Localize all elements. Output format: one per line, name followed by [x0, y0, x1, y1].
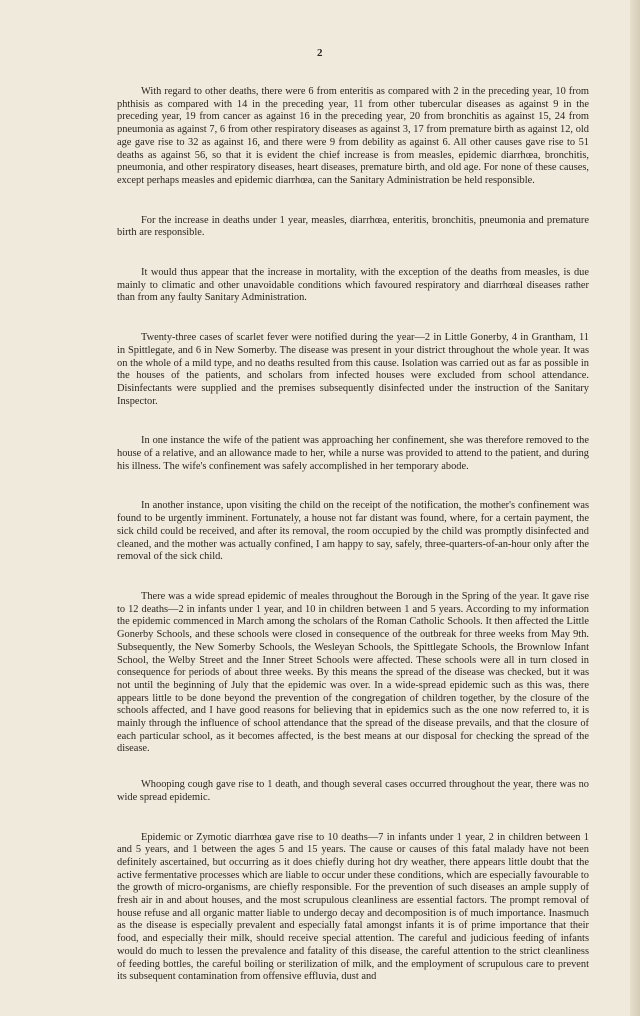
- paragraph-measles-epidemic: There was a wide spread epidemic of meales throughout the Borough in the Spring of the year. It gave rise to 12 deaths—2 in infants under 1 year, and 10 in children between 1 and 5 years. According to my information the epidemic commenced in March among the scholars of the Roman Catholic Schools. It then affected the Little Gonerby Schools, and these schools were closed in consequence of the outbreak for three weeks from May 9th. Subsequently, the New Somerby Schools, the Wesleyan Schools, the Spittlegate Schools, the Brownlow Infant School, the Welby Street and the Inner Street Schools were affected. These schools were all in turn closed in consequence for periods of about three weeks. By this means the spread of the disease was checked, but it was not until the beginning of July that the epidemic was over. In a wide-spread epidemic such as this was, there appears little to be done beyond the prevention of the congregation of children together, by the closure of the schools affected, and I have good reasons for believing that in epidemics such as the one now referred to, it is mainly through the influence of school attendance that the spread of the disease prevails, and that the closure of each particular school, as it becomes affected, is the best means at our disposal for checking the spread of the disease.: [117, 590, 589, 755]
- paragraph-confinement-instance-1: In one instance the wife of the patient was approaching her confinement, she was therefore removed to the house of a relative, and an allowance made to her, while a nurse was provided to attend to the patient, and during his illness. The wife's confinement was safely accomplished in her temporary abode.: [117, 435, 589, 472]
- paragraph-confinement-instance-2: In another instance, upon visiting the child on the receipt of the notification, the mother's confinement was found to be urgently imminent. Fortunately, a house not far distant was found, where, for a certain payment, the sick child could be received, and after its removal, the room occupied by the child was promptly disinfected and cleaned, and the mother was actually confined, I am happy to say, safely, three-quarters-of-an-hour only after the removal of the sick child.: [117, 500, 589, 563]
- paragraph-mortality-causes: It would thus appear that the increase in mortality, with the exception of the deaths from measles, is due mainly to climatic and other unavoidable conditions which favoured respiratory and diarrhœal diseases rather than from any faulty Sanitary Administration.: [117, 267, 589, 304]
- paragraph-diarrhoea: Epidemic or Zymotic diarrhœa gave rise to 10 deaths—7 in infants under 1 year, 2 in children between 1 and 5 years, and 1 between the ages 5 and 15 years. The cause or causes of this fatal malady have not been definitely ascertained, but occurring as it does chiefly during hot dry weather, there appears little doubt that the active fermentative processes which are liable to occur under these conditions, which are especially favourable to the growth of micro-organisms, are chiefly responsible. For the prevention of such diseases an ample supply of fresh air in and about houses, and the most scrupulous cleanliness are essential factors. The prompt removal of house refuse and all organic matter liable to undergo decay and decomposition is of much importance. Inasmuch as the disease is especially prevalent and especially fatal amongst infants it is of prime importance that their food, and especially their milk, should receive special attention. The careful and judicious feeding of infants would do much to lessen the prevalence and fatality of this disease, the careful attention to the strict cleanliness of feeding bottles, the careful boiling or sterilization of milk, and the employment of scrupulous care to prevent its subsequent contamination from offensive effluvia, dust and: [117, 831, 589, 983]
- paragraph-scarlet-fever: Twenty-three cases of scarlet fever were notified during the year—2 in Little Gonerby, 4 in Grantham, 11 in Spittlegate, and 6 in New Somerby. The disease was present in your district throughout the whole year. It was on the whole of a mild type, and no deaths resulted from this cause. Isolation was carried out as far as possible in the houses of the patients, and scholars from infected houses were excluded from school attendance. Disinfectants were supplied and the premises subsequently disinfected under the instruction of the Sanitary Inspector.: [117, 332, 589, 407]
- page-edge-shadow: [630, 0, 640, 1016]
- paragraph-whooping-cough: Whooping cough gave rise to 1 death, and though several cases occurred throughout the year, there was no wide spread epidemic.: [117, 779, 589, 803]
- page-number: 2: [317, 47, 323, 59]
- body-text: [117, 86, 589, 984]
- paragraph-infant-deaths: For the increase in deaths under 1 year, measles, diarrhœa, enteritis, bronchitis, pneumonia and premature birth are responsible.: [117, 214, 589, 239]
- paragraph-other-deaths: With regard to other deaths, there were 6 from enteritis as compared with 2 in the preceding year, 10 from phthisis as compared with 14 in the preceding year, 11 from other tubercular diseases as against 9 in the preceding year, 19 from cancer as against 16 in the preceding year, 20 from bronchitis as against 15, 24 from pneumonia as against 7, 6 from other respiratory diseases as against 3, 17 from premature birth as against 12, old age gave rise to 32 as against 16, and there were 9 from debility as against 6. All other causes gave rise to 51 deaths as against 56, so that it is evident the chief increase is from measles, epidemic diarrhœa, bronchitis, pneumonia, and other respiratory diseases, heart diseases, premature birth, and old age. For none of these causes, except perhaps measles and epidemic diarrhœa, can the Sanitary Administration be held responsible.: [117, 86, 589, 186]
